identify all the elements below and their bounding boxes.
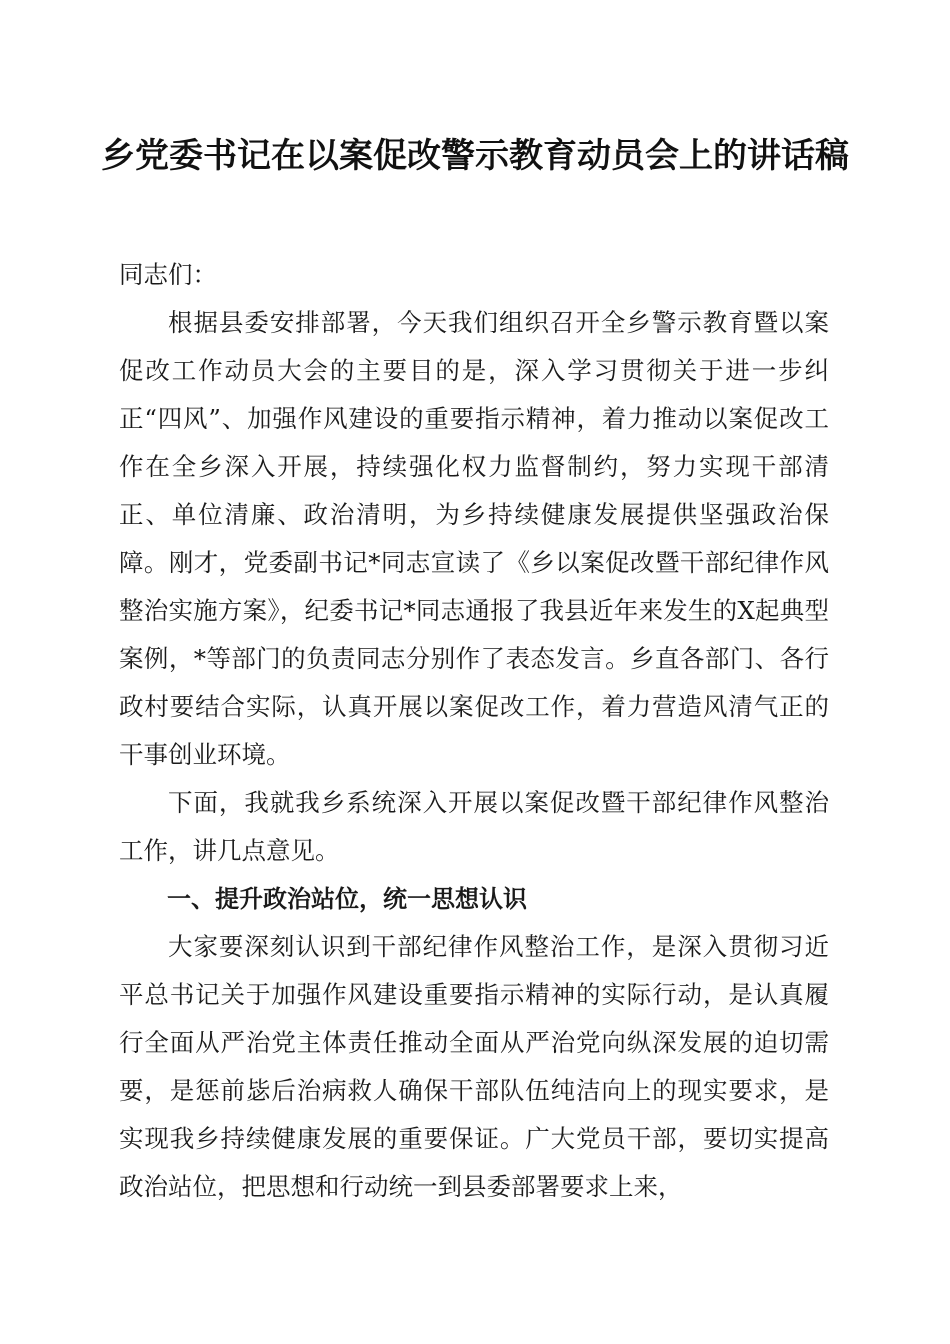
paragraph-section-one: 大家要深刻认识到干部纪律作风整治工作，是深入贯彻习近平总书记关于加强作风建设重要指示精神的实际行动，是认真履行全面从严治党主体责任推动全面从严治党向纵深发展的迫切需要，是惩前毖后治病救人确保干部队伍纯洁向上的现实要求，是实现我乡持续健康发展的重要保证。广大党员干部，要切实提高政治站位，把思想和行动统一到县委部署要求上来， bbox=[119, 932, 829, 1201]
paragraph-intro: 下面，我就我乡系统深入开展以案促改暨干部纪律作风整治工作，讲几点意见。 bbox=[119, 788, 829, 865]
document-title: 乡党委书记在以案促改警示教育动员会上的讲话稿 bbox=[101, 136, 849, 176]
document-body bbox=[119, 251, 829, 1211]
salutation: 同志们： bbox=[119, 260, 217, 289]
section-heading: 一、提升政治站位，统一思想认识 bbox=[167, 885, 527, 913]
paragraph-opening: 根据县委安排部署，今天我们组织召开全乡警示教育暨以案促改工作动员大会的主要目的是，深入学习贯彻关于进一步纠正“四风”、加强作风建设的重要指示精神，着力推动以案促改工作在全乡深入开展，持续强化权力监督制约，努力实现干部清正、单位清廉、政治清明，为乡持续健康发展提供坚强政治保障。刚才，党委副书记*同志宣读了《乡以案促改暨干部纪律作风整治实施方案》，纪委书记*同志通报了我县近年来发生的X起典型案例，*等部门的负责同志分别作了表态发言。乡直各部门、各行政村要结合实际，认真开展以案促改工作，着力营造风清气正的干事创业环境。 bbox=[119, 308, 829, 769]
